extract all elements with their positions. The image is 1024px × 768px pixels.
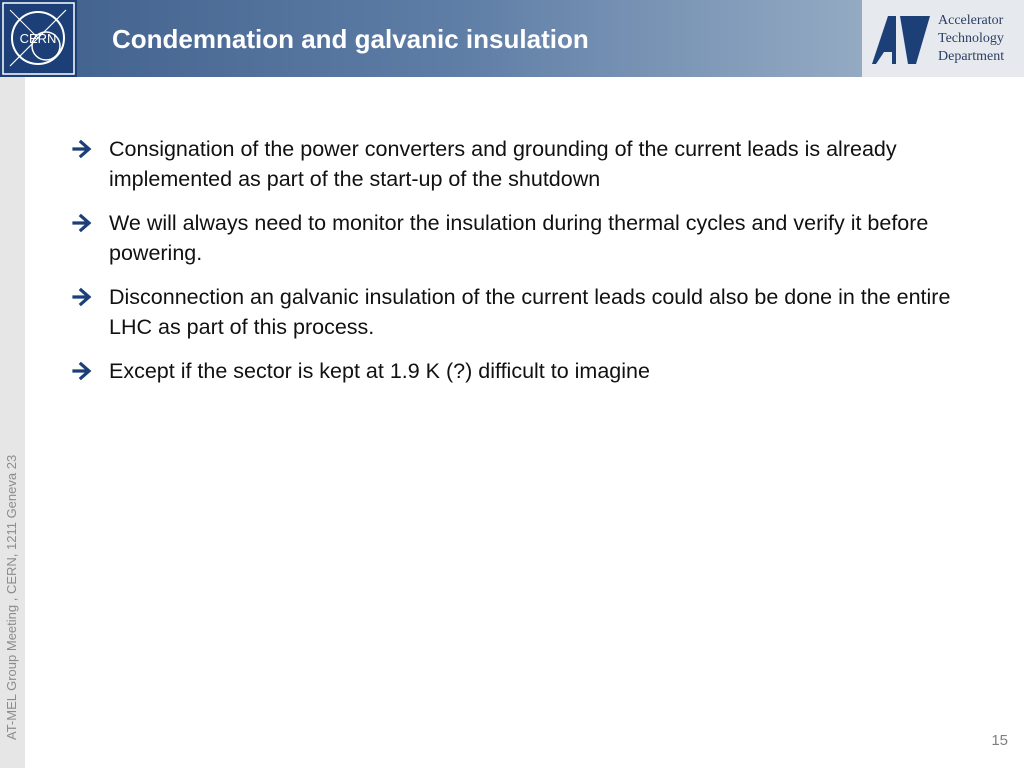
arrow-right-icon bbox=[72, 360, 94, 382]
bullet-text: Except if the sector is kept at 1.9 K (?) difficult to imagine bbox=[109, 359, 650, 383]
logo-line-technology: Technology bbox=[938, 31, 1004, 46]
slide-header bbox=[0, 0, 1024, 77]
cern-logo-icon bbox=[0, 0, 77, 77]
bullet-item bbox=[72, 134, 982, 194]
logo-line-accelerator: Accelerator bbox=[938, 13, 1004, 28]
arrow-right-icon bbox=[72, 138, 94, 160]
bullet-item bbox=[72, 208, 982, 268]
at-department-logo-text bbox=[938, 12, 1004, 66]
arrow-right-icon bbox=[72, 286, 94, 308]
bullet-text: We will always need to monitor the insulation during thermal cycles and verify it before powering. bbox=[109, 211, 929, 265]
cern-logo-text: CERN bbox=[19, 31, 57, 46]
bullet-text: Disconnection an galvanic insulation of the current leads could also be done in the entire LHC as part of this process. bbox=[109, 285, 951, 339]
at-department-logo bbox=[862, 0, 1024, 77]
bullet-text: Consignation of the power converters and grounding of the current leads is already implemented as part of the start-up of the shutdown bbox=[109, 137, 897, 191]
bullet-list bbox=[72, 134, 982, 400]
logo-line-department: Department bbox=[938, 49, 1005, 64]
page-number: 15 bbox=[991, 732, 1008, 749]
footer-vertical-text: AT-MEL Group Meeting , CERN, 1211 Geneva 23 bbox=[4, 454, 19, 740]
bullet-item bbox=[72, 282, 982, 342]
arrow-right-icon bbox=[72, 212, 94, 234]
slide-title: Condemnation and galvanic insulation bbox=[112, 24, 589, 54]
bullet-item bbox=[72, 356, 982, 386]
at-department-logo-icon bbox=[870, 12, 932, 66]
